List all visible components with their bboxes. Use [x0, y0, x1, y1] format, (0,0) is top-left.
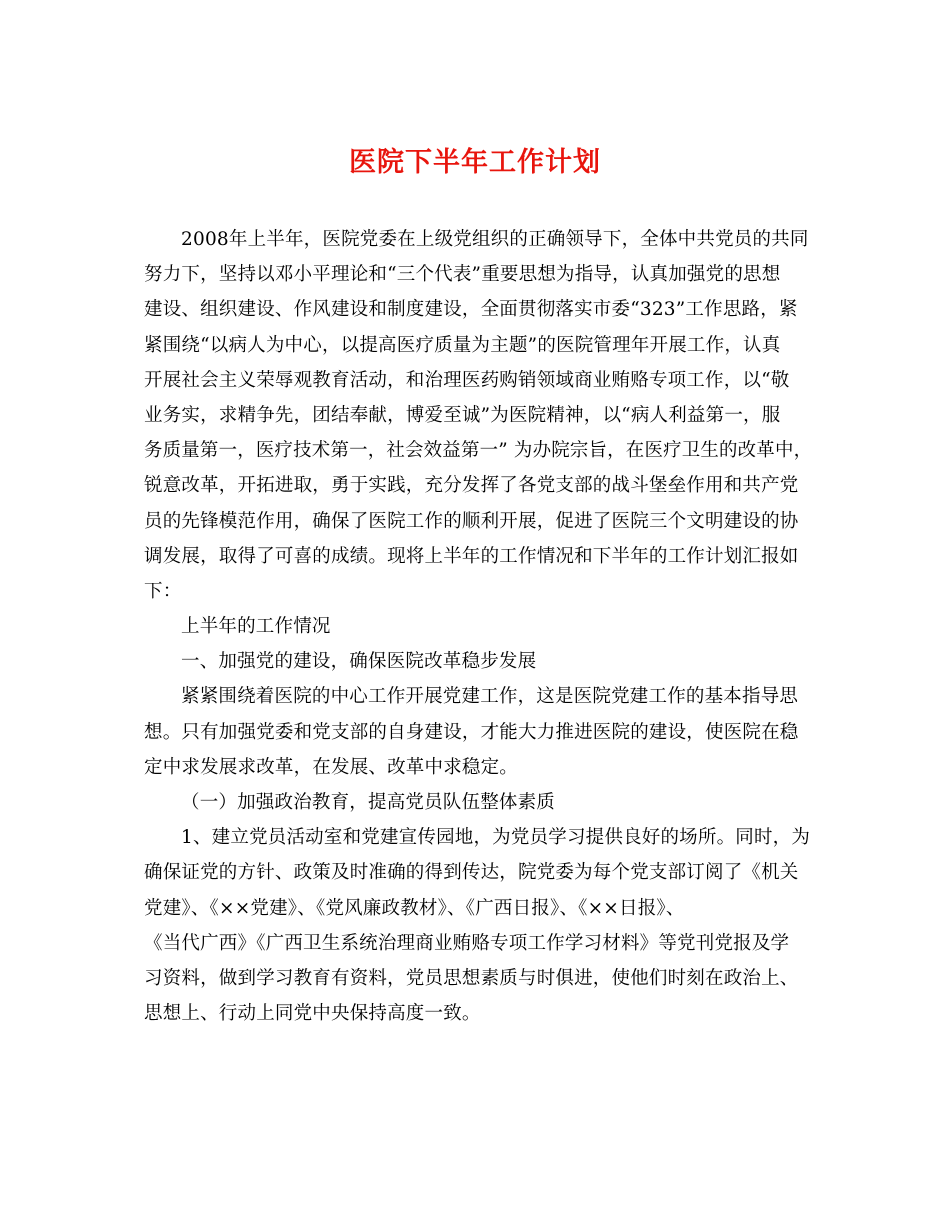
body-line: 想。只有加强党委和党支部的自身建设，才能大力推进医院的建设，使医院在稳 [144, 721, 799, 743]
body-line: 锐意改革，开拓进取，勇于实践，充分发挥了各党支部的战斗堡垒作用和共产党 [144, 475, 799, 497]
body-line: 党建》、《××党建》、《党风廉政教材》、《广西日报》、《××日报》、 [144, 897, 685, 919]
body-line: 业务实，求精争先，团结奉献，博爱至诚”为医院精神，以“病人利益第一，服 [144, 404, 781, 426]
body-line: 紧围绕“以病人为中心，以提高医疗质量为主题”的医院管理年开展工作，认真 [144, 334, 781, 356]
body-line: 努力下，坚持以邓小平理论和“三个代表”重要思想为指导，认真加强党的思想 [144, 264, 781, 286]
body-line: 思想上、行动上同党中央保持高度一致。 [144, 1003, 481, 1025]
body-line: 确保证党的方针、政策及时准确的得到传达，院党委为每个党支部订阅了《机关 [144, 862, 799, 884]
document-body [144, 222, 813, 1031]
body-line: 员的先锋模范作用，确保了医院工作的顺利开展，促进了医院三个文明建设的协 [144, 510, 799, 532]
body-line: 下： [144, 580, 182, 602]
body-line: 习资料，做到学习教育有资料，党员思想素质与时俱进，使他们时刻在政治上、 [144, 967, 799, 989]
body-line: 1、建立党员活动室和党建宣传园地，为党员学习提供良好的场所。同时，为 [181, 827, 811, 849]
body-line: 务质量第一，医疗技术第一，社会效益第一” 为办院宗旨，在医疗卫生的改革中， [144, 440, 813, 462]
body-line: 一、加强党的建设，确保医院改革稳步发展 [181, 651, 537, 673]
document-title: 医院下半年工作计划 [349, 147, 601, 178]
body-line: 开展社会主义荣辱观教育活动，和治理医药购销领域商业贿赂专项工作，以“敬 [144, 369, 790, 391]
body-line: 调发展，取得了可喜的成绩。现将上半年的工作情况和下半年的工作计划汇报如 [144, 545, 799, 567]
body-line: 建设、组织建设、作风建设和制度建设，全面贯彻落实市委“323”工作思路，紧 [144, 299, 798, 321]
body-line: 紧紧围绕着医院的中心工作开展党建工作，这是医院党建工作的基本指导思 [181, 686, 799, 708]
body-line: 定中求发展求改革，在发展、改革中求稳定。 [144, 756, 519, 778]
body-line: 上半年的工作情况 [181, 616, 331, 638]
body-line: 《当代广西》《广西卫生系统治理商业贿赂专项工作学习材料》等党刊党报及学 [144, 932, 790, 954]
body-line: 2008年上半年，医院党委在上级党组织的正确领导下，全体中共党员的共同 [181, 229, 809, 250]
body-line: （一）加强政治教育，提高党员队伍整体素质 [181, 792, 556, 813]
